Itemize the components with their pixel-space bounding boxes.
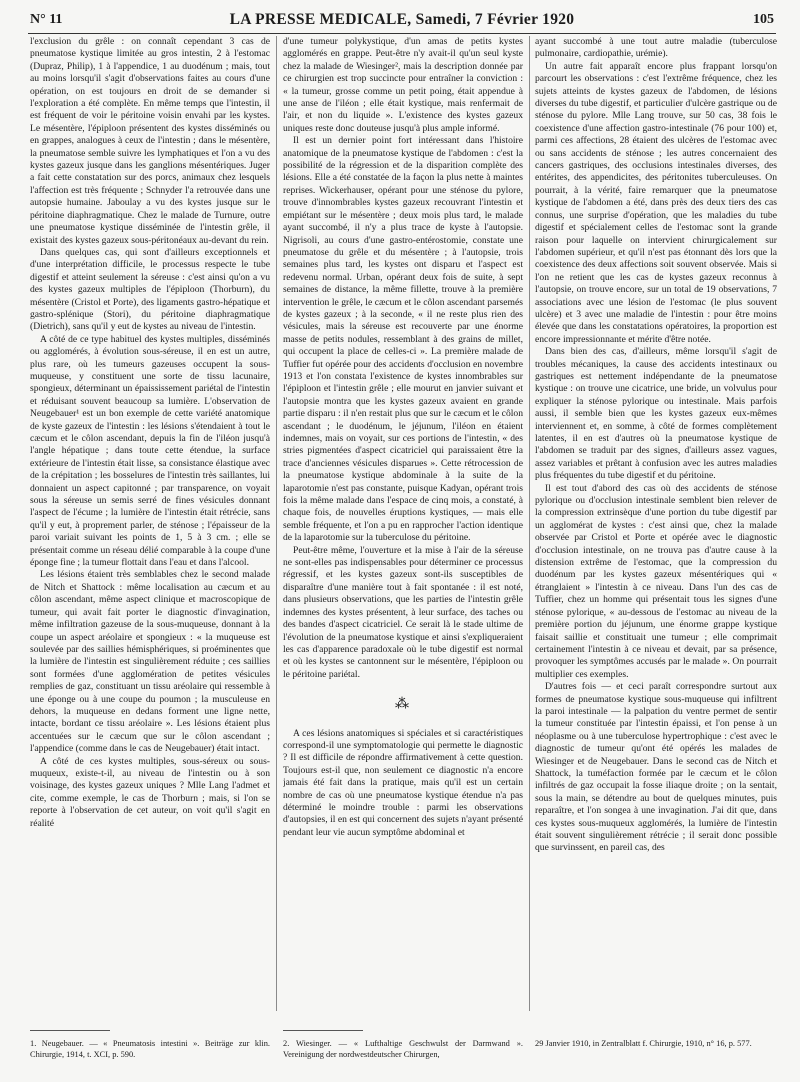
text-column-2 (283, 36, 523, 1011)
paragraph: Les lésions étaient très semblables chez le second malade de Nitch et Shattock : même localisation au cæcum et au côlon ascendant, même aspect clinique et macroscopique de tumeur, qui avait fait porter le diagnostic d'invagination, même infiltration gazeuse de la sous-muqueuse, donnant à la coupe un aspect aréolaire et spongieux : « la muqueuse est soulevée par des saillies hémisphériques, si proéminentes que la lumière de l'intestin est singulièrement réduite ; ces saillies sont formées d'une agglomération de petites vésicules remplies de gaz, constituant un tissu aréolaire qui ressemble à une éponge ou à une coupe du poumon ; la musculeuse en dehors, la muqueuse en dedans forment une ligne nette, intacte, bordant ce tissu aréolaire ». Les lésions étaient plus accentuées sur le cæcum que sur le côlon ascendant ; l'appendice (comme dans le cas de Neugebauer) était intact. (30, 569, 270, 755)
footnote-2: 2. Wiesinger. — « Lufthaltige Geschwulst der Darmwand ». Vereinigung der nordwestdeutscher Chirurgen, (283, 1039, 523, 1059)
header-rule (28, 33, 776, 34)
footnote-rule (30, 1030, 110, 1031)
paragraph: Peut-être même, l'ouverture et la mise à l'air de la séreuse ne sont-elles pas indispensables pour déterminer ce processus régressif, et les kystes gazeux sont-ils susceptibles de disparaître d'une manière tout à fait spontanée : il est noté, dans plusieurs observations, que les parties de l'intestin grêle indemnes des kystes présentent, à leur surface, des taches ou des bandes d'aspect cicatriciel. Ce serait là le stade ultime de l'évolution de la pneumatose kystique et ainsi s'expliqueraient les cas d'apparence paradoxale où le tube digestif est normal et où les kystes se cantonnent sur le mésentère, l'épiploon ou le péritoine pariétal. (283, 544, 523, 680)
text-column-1 (30, 36, 270, 1011)
paragraph: A ces lésions anatomiques si spéciales et si caractéristiques correspond-il une symptomatologie qui permette le diagnostic ? Il est difficile de répondre affirmativement à cette question. Toujours est-il que, non seulement ce diagnostic n'a encore jamais été fait dans la pratique, mais qu'il est un certain nombre de cas où une pneumatose kystique étendue n'a pas déterminé le moindre trouble : parmi les observations d'autopsies, il en est qui concernent des sujets n'ayant présenté pendant leur vie aucun symptôme abdominal et (283, 727, 523, 838)
paragraph: ayant succombé à une tout autre maladie (tuberculose pulmonaire, cardiopathie, urémie). (535, 36, 777, 60)
page-number: 105 (753, 12, 774, 27)
paragraph: Il est tout d'abord des cas où des accidents de sténose pylorique ou d'occlusion intestinale semblent bien relever de la compression extrinsèque d'une portion du tube digestif par un agglomérat de kystes : c'est ainsi que, chez la malade observée par Cristol et Porte et opérée avec le diagnostic d'occlusion intestinale, on ne trouva pas d'autre cause à la distension extrême de l'estomac, que la compression du duodénum par les kystes gazeux mésentériques qui « étranglaient » l'intestin à ce niveau. Dans l'un des cas de Tuffier, chez un homme qui présentait tous les signes d'une sténose pylorique, « au-dessous de l'estomac au niveau de la première portion du jéjunum, une énorme grappe kystique faisait saillie et constituait une tumeur ; elle comprimait certainement l'intestin à ce niveau et devait, par sa présence, provoquer les symptômes accusés par le malade ». On pourrait multiplier ces exemples. (535, 482, 777, 680)
paragraph: Dans quelques cas, qui sont d'ailleurs exceptionnels et d'une interprétation difficile, le processus respecte le tube digestif et atteint seulement la séreuse : c'est ainsi qu'on a vu des kystes gazeux multiples de l'épiploon (Thorburn), du mésentère (Cristol et Porte), des ligaments gastro-hépatique et gastro-splénique (Stori), du péritoine diaphragmatique (Dietrich), sans qu'il y eut de kystes au niveau de l'intestin. (30, 246, 270, 333)
paragraph: D'autres fois — et ceci paraît correspondre surtout aux formes de pneumatose kystique sous-muqueuse qui infiltrent la paroi intestinale — la palpation du ventre permet de sentir la tumeur constituée par l'intestin épaissi, et l'on pense à un néoplasme ou à une tuberculose hypertrophique : c'est avec le diagnostic de tumeur qu'ont été opérés les malades de Wiesinger et de Neugebauer. Dans le second cas de Nitch et Shattock, la tuméfaction formée par le cæcum et le côlon infiltrés de gaz occupait la fosse iliaque droite ; on la sentait, sous la main, se détendre au bout de quelques minutes, puis reparaître, et l'on songea à une invagination. J'ai dit que, dans ces kystes sous-muqueux agglomérés, la lumière de l'intestin était souvent singulièrement rétrécie ; il serait donc possible que survinssent, en pareil cas, des (535, 681, 777, 854)
paragraph: Dans bien des cas, d'ailleurs, même lorsqu'il s'agit de troubles mécaniques, la cause des accidents intestinaux ou gastriques est nettement indépendante de la pneumatose kystique : on trouve une cicatrice, une bride, un volvulus pour expliquer la sténose pylorique ou intestinale. Mais parfois aussi, il semble bien que les kystes gazeux eux-mêmes interviennent et, en somme, à côté de formes complètement latentes, il en est d'autres où la pneumatose kystique de l'abdomen se traduit par des signes, d'ailleurs assez vagues, assez variables et prêtant à confusion avec les autres maladies plus fréquentes du tube digestif et du péritoine. (535, 346, 777, 482)
footnote-rule (283, 1030, 363, 1031)
page-header (30, 10, 774, 32)
paragraph: A côté de ces kystes multiples, sous-séreux ou sous-muqueux, existe-t-il, au niveau de l'intestin ou à son voisinage, des kystes gazeux uniques ? Mlle Lang l'admet et cite, comme exemple, le cas de Thorburn ; mais, si l'on se reporte à l'observation de cet auteur, on voit qu'il s'agit en réalité (30, 755, 270, 829)
section-separator: ⁂ (395, 697, 411, 713)
footnote-2-continued: 29 Janvier 1910, in Zentralblatt f. Chirurgie, 1910, n° 16, p. 577. (535, 1039, 752, 1048)
paragraph: Il est un dernier point fort intéressant dans l'histoire anatomique de la pneumatose kystique de l'abdomen : c'est la possibilité de la régression et de la disparition complète des lésions. Elle a été constatée de la façon la plus nette à maintes reprises. Wickerhauser, opérant pour une sténose du pylore, trouve d'innombrables kystes gazeux recouvrant l'intestin et empiétant sur le mésentère ; deux mois plus tard, le malade ayant succombé, il n'y a plus trace de kyste à l'autopsie. Nigrisoli, au cours d'une gastro-entérostomie, constate une pneumatose du grêle et du mésentère ; à l'autopsie, trois semaines plus tard, les kystes ont disparu et l'aspect est redevenu normal. Urban, opérant deux fois de suite, à sept semaines de distance, la même fillette, trouve à la première intervention le grêle, le cæcum et le côlon ascendant parsemés de kystes gazeux ; à la seconde, « il ne reste plus rien des vésicules, mais la séreuse est recouverte par une énorme masse de petits nodules, ressemblant à des grains de millet, qui occupent la place de celles-ci ». La première malade de Tuffier fut opérée pour des accidents d'occlusion en novembre 1913 et l'on constata l'existence de kystes innombrables sur l'épiploon et l'intestin grêle ; elle mourut en janvier suivant et l'autopsie montra que les kystes gazeux avaient en grande partie disparu : il n'en restait plus que sur le cæcum et le côlon ascendant ; le duodénum, le jéjunum, l'iléon en étaient indemnes, mais on voyait, sur ces portions de l'intestin, « des stries pigmentées d'aspect cicatriciel qui paraissaient être la trace d'anciennes vésicules disparues ». Cette rétrocession de la pneumatose kystique abdominale à la suite de la laparotomie n'est pas constante, puisque Kadyan, opérant trois fois la même malade dans l'espace de cinq mois, a constaté, à chaque fois, de nouvelles éruptions kystiques, — mais elle semble fréquente, et l'on a pu en rapprocher l'action identique de la laparotomie sur la tuberculose du péritoine. (283, 135, 523, 544)
text-column-3 (535, 36, 777, 1011)
issue-number: N° 11 (30, 12, 63, 27)
column-divider (529, 36, 530, 1011)
column-divider (276, 36, 277, 1011)
footnote-1: 1. Neugebauer. — « Pneumatosis intestini ». Beiträge zur klin. Chirurgie, 1914, t. XCI, p. 590. (30, 1039, 270, 1059)
paragraph: A côté de ce type habituel des kystes multiples, disséminés ou agglomérés, à évolution sous-séreuse, il en est un autre, plus rare, où les tumeurs gazeuses occupent la sous-muqueuse, y constituent une sorte de tissu lacunaire, spongieux, déterminant un épaississement pariétal de l'intestin et réduisant souvent beaucoup sa lumière. L'observation de Neugebauer¹ est un bon exemple de cette variété anatomique de kyste gazeux de l'intestin : les lésions s'étendaient à tout le cæcum et le côlon ascendant, depuis la fin de l'iléon jusqu'à l'angle hépatique ; dans toute cette étendue, la surface extérieure de l'intestin était lisse, sa consistance élastique avec de la crépitation ; les bosselures de l'intestin très saillantes, lui donnaient un aspect capitonné ; par transparence, on voyait sous la séreuse un semis serré de fines vésicules donnant l'aspect de l'écume ; la lumière de l'intestin était rétrécie, sans qu'il y eut, à proprement parler, de sténose ; l'épaisseur de la paroi variait suivant les points de 1, 5 à 3 cm. ; elle se présentait comme un réseau délié comparable à la coupe d'une éponge fine ; la tumeur flottait dans l'eau et dans l'alcool. (30, 333, 270, 569)
paragraph: Un autre fait apparaît encore plus frappant lorsqu'on parcourt les observations : c'est l'extrême fréquence, chez les sujets atteints de kystes gazeux de l'abdomen, de lésions diverses du tube digestif, et particulier d'ulcère gastrique ou de sténose du pylore. Mlle Lang trouve, sur 50 cas, 38 fois le coexistence d'une affection gastro-intestinale (76 pour 100) et, parmi ces affections, 28 étaient des ulcères de l'estomac avec ou sans accidents de sténose ; les autres concernaient des cancers gastriques, des occlusions intestinales diverses, des entérites, des appendicites, des péritonites tuberculeuses. On pourrait, à la vérité, faire remarquer que la pneumatose kystique de l'abdomen a été, dans près des deux tiers des cas connus, une surprise d'opération, que les maladies du tube digestif et spécialement celles de l'estomac sont la grande raison pour laquelle on intervient chirurgicalement sur l'abdomen supérieur, et qu'il n'est pas étonnant dès lors que la coexistence des deux affections soit souvent observée. Mais si l'on ne retient que les cas de kystes gazeux reconnus à l'autopsie, on trouve encore, sur un total de 19 observations, 7 associations avec une lésion de l'estomac (le plus souvent ulcère) et 3 avec une maladie de l'intestin : pour être moins élevée que dans les constatations opératoires, la proportion est encore impressionnante et mérite d'être notée. (535, 60, 777, 345)
paragraph: d'une tumeur polykystique, d'un amas de petits kystes agglomérés en grappe. Peut-être n'y avait-il qu'un seul kyste chez la malade de Wiesinger², mais la description donnée par ce chirurgien est trop succincte pour entraîner la conviction : « la tumeur, grosse comme un petit poing, était appendue à une anse de l'iléon ; elle était kystique, mais renfermait de l'air, et non du liquide ». L'existence des kystes gazeux uniques reste donc douteuse jusqu'à plus ample informé. (283, 36, 523, 134)
paragraph: l'exclusion du grêle : on connaît cependant 3 cas de pneumatose kystique limitée au gros intestin, 2 à l'estomac (Dupraz, Philip), 1 à l'appendice, 1 au duodénum ; mais, tout au moins lorsqu'il s'agit d'observations faites au cours d'une opération, on est toujours en droit de se demander si l'exploration a été complète. En même temps que l'intestin, il est fréquent de voir le péritoine voisin envahi par les kystes. Le mésentère, l'épiploon présentent des kystes disséminés ou en grappes, analogues à ceux de l'intestin ; dans le mésentère, la pneumatose semble suivre les lymphatiques et l'on a vu des kystes gazeux jusque dans les ganglions mésentériques. Juger a fait cette constatation sur des porcs, animaux chez lesquels l'affection est très fréquente ; Schnyder l'a retrouvée dans une autopsie humaine. Jaboulay a vu des kystes jusque sur le péritoine diaphragmatique. Chez le malade de Turnure, outre une pneumatose kystique disséminée de l'intestin grêle, il existait des kystes gazeux sous-péritonéaux au-devant du rein. (30, 36, 270, 246)
journal-title: LA PRESSE MEDICALE, Samedi, 7 Février 1920 (229, 11, 575, 28)
